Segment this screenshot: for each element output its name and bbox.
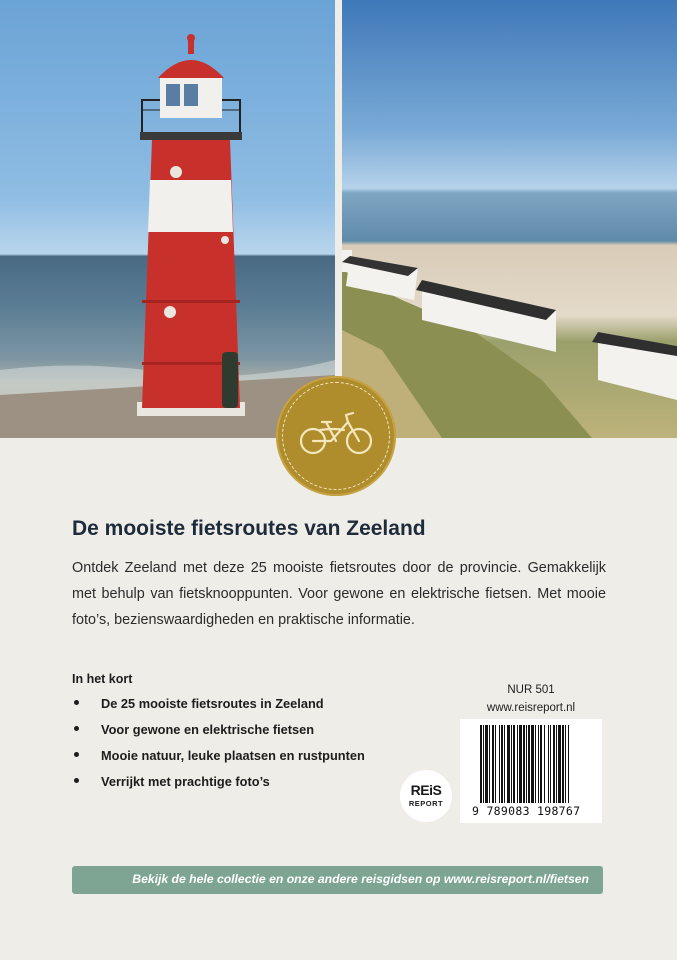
- barcode-bar: [526, 725, 527, 803]
- summary-heading: In het kort: [72, 672, 133, 686]
- list-item-label: De 25 mooiste fietsroutes in Zeeland: [101, 696, 324, 711]
- website-link[interactable]: www.reisreport.nl: [486, 702, 576, 714]
- bullet-icon: [74, 726, 79, 731]
- logo-line-1: REiS: [410, 782, 442, 798]
- barcode-bar: [538, 725, 539, 803]
- collection-banner[interactable]: [72, 866, 603, 894]
- list-item-label: Verrijkt met prachtige foto’s: [101, 774, 270, 789]
- barcode-bar: [568, 725, 569, 803]
- beach-huts-photo: [342, 0, 677, 438]
- barcode-bar: [531, 725, 534, 803]
- bicycle-badge: [276, 376, 396, 496]
- barcode-bar: [492, 725, 494, 803]
- barcode-bar: [548, 725, 549, 803]
- bullet-icon: [74, 752, 79, 757]
- barcode-bar: [565, 725, 566, 803]
- barcode-bar: [513, 725, 515, 803]
- list-item: [72, 774, 365, 800]
- bicycle-icon: [298, 408, 374, 458]
- list-item-label: Voor gewone en elektrische fietsen: [101, 722, 315, 737]
- barcode-bar: [519, 725, 522, 803]
- barcode-bar: [499, 725, 500, 803]
- barcode-bar: [485, 725, 488, 803]
- barcode-bar: [556, 725, 557, 803]
- barcode-bar: [562, 725, 564, 803]
- bullet-icon: [74, 700, 79, 705]
- barcode-bar: [501, 725, 503, 803]
- list-item: [72, 722, 365, 748]
- barcode-bar: [495, 725, 496, 803]
- barcode-bar: [504, 725, 505, 803]
- bullet-icon: [74, 778, 79, 783]
- barcode-bar: [558, 725, 561, 803]
- barcode-bar: [553, 725, 555, 803]
- barcode-bar: [540, 725, 542, 803]
- barcode-bar: [544, 725, 545, 803]
- page-title: De mooiste fietsroutes van Zeeland: [72, 517, 426, 540]
- barcode-bar: [489, 725, 490, 803]
- barcode-bar: [550, 725, 551, 803]
- nur-code: NUR 501: [507, 684, 555, 696]
- barcode-bar: [523, 725, 525, 803]
- barcode-bar: [517, 725, 518, 803]
- barcode-bar: [535, 725, 536, 803]
- lighthouse-photo: [0, 0, 335, 438]
- summary-list: [72, 696, 365, 800]
- barcode-bar: [483, 725, 484, 803]
- reisreport-logo: [400, 770, 452, 822]
- list-item: [72, 748, 365, 774]
- list-item: [72, 696, 365, 722]
- barcode: [460, 719, 602, 823]
- description: Ontdek Zeeland met deze 25 mooiste fietsroutes door de provincie. Gemakkelijk met behulp van fietsknooppunten. Voor gewone en elektrische fietsen. Met mooie foto’s, bezienswaardigheden en praktische informatie.: [72, 560, 606, 628]
- barcode-bar: [480, 725, 482, 803]
- logo-line-2: REPORT: [408, 799, 444, 808]
- barcode-bar: [528, 725, 530, 803]
- barcode-bar: [507, 725, 510, 803]
- barcode-bar: [511, 725, 512, 803]
- banner-text: Bekijk de hele collectie en onze andere reisgidsen op www.reisreport.nl/fietsen: [132, 872, 589, 886]
- isbn-digits: 9 789083 198767: [472, 804, 581, 818]
- list-item-label: Mooie natuur, leuke plaatsen en rustpunten: [101, 748, 365, 763]
